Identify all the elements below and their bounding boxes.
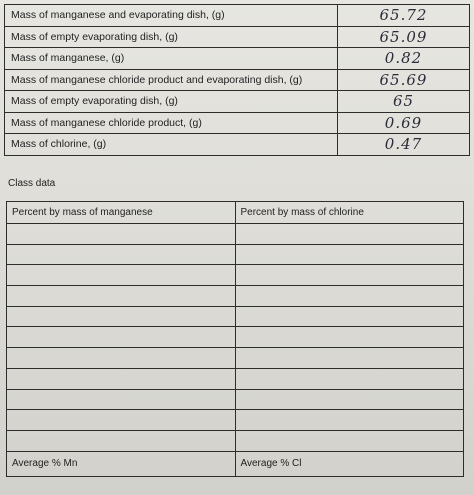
table-row <box>7 306 464 327</box>
table-row <box>7 224 464 245</box>
cell[interactable] <box>7 327 236 348</box>
table-row <box>7 430 464 451</box>
table-row <box>5 48 470 70</box>
cell[interactable] <box>235 244 464 265</box>
row-value: 0.69 <box>338 112 470 134</box>
column-header-chlorine: Percent by mass of chlorine <box>235 202 464 224</box>
class-data-table <box>6 201 464 477</box>
average-cl-label: Average % Cl <box>235 451 464 476</box>
cell[interactable] <box>235 286 464 307</box>
cell[interactable] <box>235 306 464 327</box>
table-row <box>7 265 464 286</box>
table-row <box>7 348 464 369</box>
cell[interactable] <box>235 430 464 451</box>
cell[interactable] <box>7 348 236 369</box>
cell[interactable] <box>7 410 236 431</box>
table-row <box>7 410 464 431</box>
table-row <box>7 389 464 410</box>
cell[interactable] <box>235 348 464 369</box>
cell[interactable] <box>7 244 236 265</box>
table-row <box>7 244 464 265</box>
cell[interactable] <box>235 265 464 286</box>
cell[interactable] <box>235 368 464 389</box>
cell[interactable] <box>235 389 464 410</box>
cell[interactable] <box>235 327 464 348</box>
cell[interactable] <box>7 306 236 327</box>
section-title: Class data <box>8 178 56 189</box>
table-row <box>5 26 470 48</box>
row-label: Mass of empty evaporating dish, (g) <box>5 91 338 113</box>
cell[interactable] <box>7 368 236 389</box>
cell[interactable] <box>7 224 236 245</box>
row-value: 65 <box>338 91 470 113</box>
data-table <box>4 4 470 156</box>
table-row <box>7 327 464 348</box>
row-value: 0.47 <box>338 134 470 156</box>
row-label: Mass of chlorine, (g) <box>5 134 338 156</box>
cell[interactable] <box>235 224 464 245</box>
cell[interactable] <box>7 265 236 286</box>
average-mn-label: Average % Mn <box>7 451 236 476</box>
row-value: 65.72 <box>338 5 470 27</box>
table-row <box>7 368 464 389</box>
cell[interactable] <box>235 410 464 431</box>
header-row <box>7 202 464 224</box>
row-label: Mass of manganese chloride product and evaporating dish, (g) <box>5 69 338 91</box>
table-row <box>5 134 470 156</box>
table-row <box>7 286 464 307</box>
row-value: 65.69 <box>338 69 470 91</box>
row-label: Mass of manganese and evaporating dish, (g) <box>5 5 338 27</box>
cell[interactable] <box>7 389 236 410</box>
column-header-manganese: Percent by mass of manganese <box>7 202 236 224</box>
row-label: Mass of manganese, (g) <box>5 48 338 70</box>
table-row <box>5 91 470 113</box>
table-row <box>5 5 470 27</box>
cell[interactable] <box>7 430 236 451</box>
table-row <box>5 112 470 134</box>
row-label: Mass of manganese chloride product, (g) <box>5 112 338 134</box>
row-value: 0.82 <box>338 48 470 70</box>
row-value: 65.09 <box>338 26 470 48</box>
average-row <box>7 451 464 476</box>
cell[interactable] <box>7 286 236 307</box>
table-row <box>5 69 470 91</box>
row-label: Mass of empty evaporating dish, (g) <box>5 26 338 48</box>
